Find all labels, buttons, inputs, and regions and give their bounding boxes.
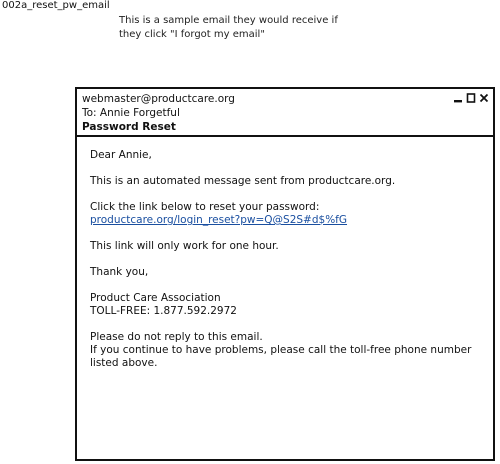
reset-password-link[interactable]: productcare.org/login_reset?pw=Q@S2S#d$%fG — [90, 214, 348, 226]
help-text-line-1: If you continue to have problems, please call the toll-free phone number — [90, 344, 472, 356]
email-subject: Password Reset — [82, 121, 176, 133]
email-header — [77, 89, 493, 137]
email-to: To: Annie Forgetful — [82, 107, 180, 119]
frame-label: 002a_reset_pw_email — [2, 0, 110, 11]
validity-text: This link will only work for one hour. — [90, 240, 279, 252]
window-controls — [452, 91, 489, 105]
instructions-text: Click the link below to reset your password: — [90, 201, 320, 213]
email-window — [75, 87, 495, 461]
greeting: Dear Annie, — [90, 149, 152, 161]
sign-off: Thank you, — [90, 266, 149, 278]
annotation-line-2: they click "I forgot my email" — [119, 29, 265, 40]
annotation-note — [119, 14, 409, 42]
no-reply-notice: Please do not reply to this email. — [90, 331, 263, 343]
close-icon[interactable] — [478, 91, 489, 105]
email-from: webmaster@productcare.org — [82, 93, 235, 105]
maximize-icon[interactable] — [465, 91, 476, 105]
toll-free-number: TOLL-FREE: 1.877.592.2972 — [90, 305, 237, 317]
help-text-line-2: listed above. — [90, 357, 158, 369]
intro-text: This is an automated message sent from productcare.org. — [90, 175, 396, 187]
email-body — [77, 137, 493, 459]
minimize-icon[interactable] — [452, 91, 463, 105]
annotation-line-1: This is a sample email they would receive if — [119, 15, 338, 26]
sender-organization: Product Care Association — [90, 292, 221, 304]
